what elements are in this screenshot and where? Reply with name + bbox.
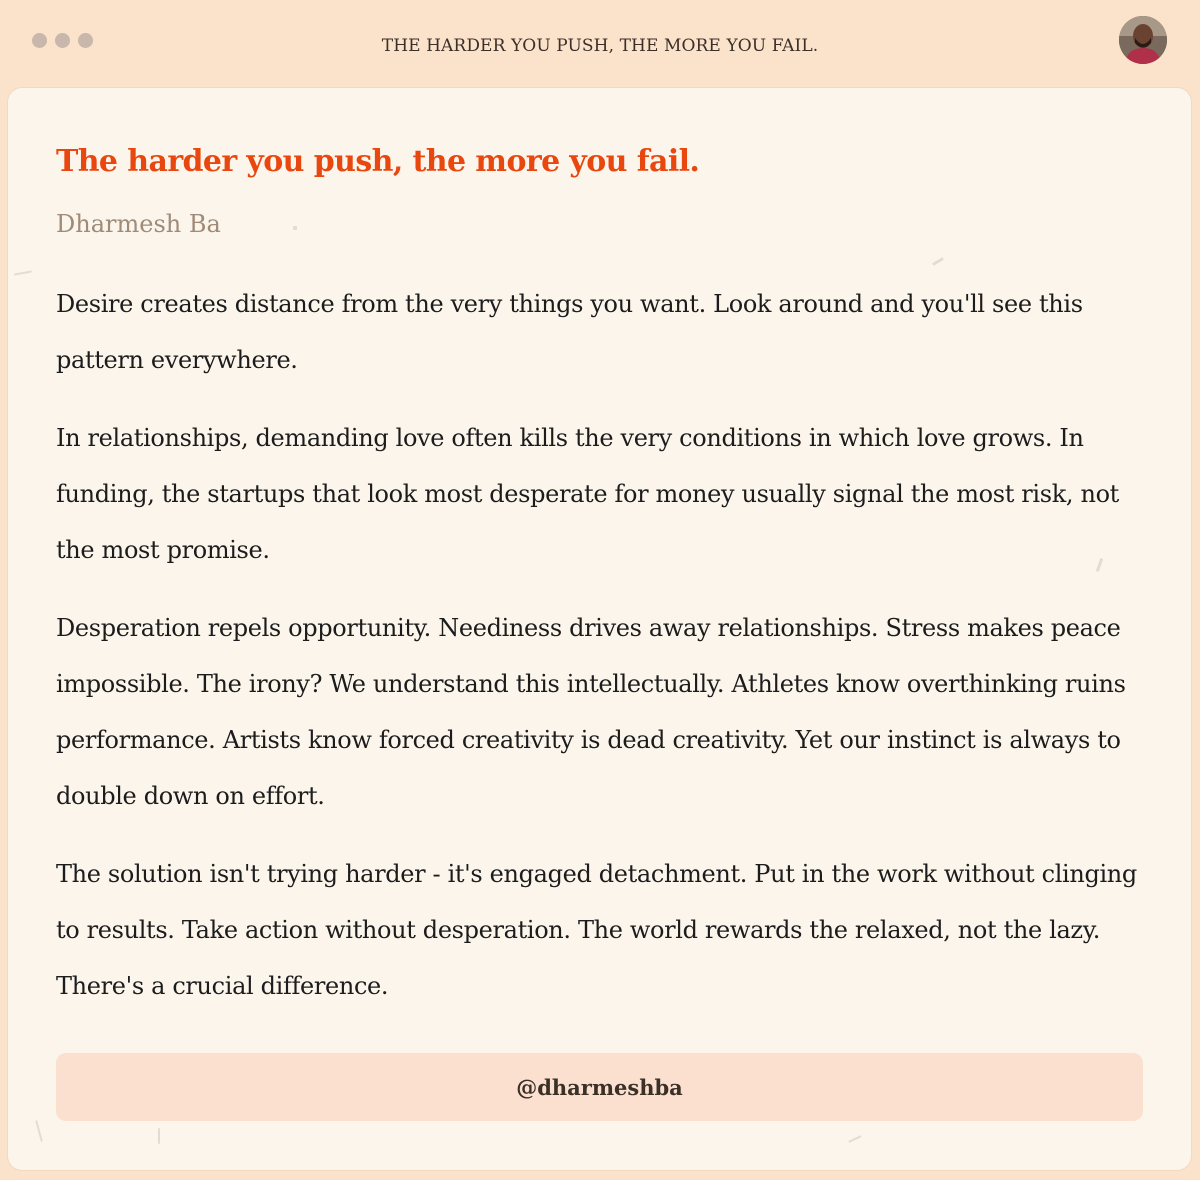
post-paragraph: In relationships, demanding love often kills the very conditions in which love grows. In funding, the startups that look most desperate for money usually signal the most risk, not the most promise. bbox=[56, 424, 1119, 564]
avatar[interactable] bbox=[1119, 16, 1167, 64]
paper-fiber bbox=[158, 1128, 160, 1144]
paper-fiber bbox=[848, 1135, 862, 1143]
paper-fiber bbox=[35, 1120, 43, 1142]
post-author: Dharmesh Ba bbox=[56, 210, 221, 238]
post-card bbox=[8, 88, 1191, 1170]
paper-fiber bbox=[293, 226, 297, 230]
post-body bbox=[56, 276, 1151, 1036]
post-paragraph: The solution isn't trying harder - it's engaged detachment. Put in the work without clinging to results. Take action without desperation. The world rewards the relaxed, not the lazy. There's a crucial difference. bbox=[56, 860, 1137, 1000]
post-paragraph: Desire creates distance from the very things you want. Look around and you'll see this pattern everywhere. bbox=[56, 290, 1083, 374]
window-title: THE HARDER YOU PUSH, THE MORE YOU FAIL. bbox=[381, 36, 819, 56]
avatar-icon bbox=[1119, 16, 1167, 64]
author-handle[interactable]: @dharmeshba bbox=[516, 1074, 683, 1100]
title-bar bbox=[0, 0, 1200, 90]
post-title: The harder you push, the more you fail. bbox=[56, 144, 700, 179]
footer-bar bbox=[56, 1053, 1143, 1121]
paper-fiber bbox=[14, 270, 32, 275]
paper-fiber bbox=[932, 257, 944, 266]
post-paragraph: Desperation repels opportunity. Neediness drives away relationships. Stress makes peace impossible. The irony? We understand this intellectually. Athletes know overthinking ruins performance. Artists know forced creativity is dead creativity. Yet our instinct is always to double down on effort. bbox=[56, 614, 1126, 810]
